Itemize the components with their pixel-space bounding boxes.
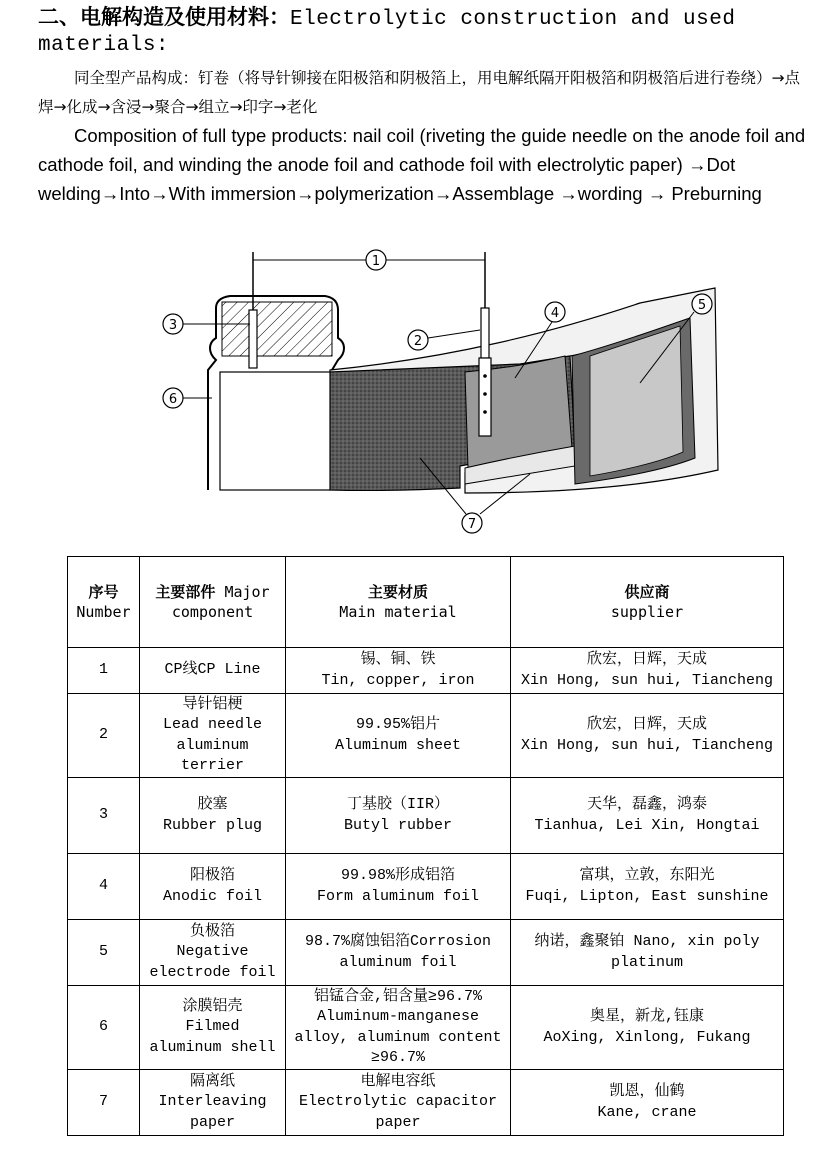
cell-supplier-line: platinum — [610, 953, 683, 971]
cell-material — [286, 920, 511, 986]
cell-component-line: 负极箔 — [189, 922, 235, 940]
cell-supplier — [511, 986, 784, 1070]
intro-paragraph-cn: 同全型产品构成：钉卷（将导针铆接在阳极箔和阴极箔上，用电解纸隔开阳极箔和阴极箔后进行卷绕）→点焊→化成→含浸→聚合→组立→印字→老化 — [38, 69, 800, 116]
cell-material-line: Aluminum sheet — [334, 736, 462, 754]
winding-foils — [330, 288, 718, 493]
cell-component-line: 涂膜铝壳 — [182, 997, 243, 1015]
header-supplier: 供应商 supplier — [511, 557, 784, 648]
cell-component-line: CP线CP Line — [164, 661, 261, 679]
cell-material-line: Form aluminum foil — [316, 887, 480, 905]
cell-component — [140, 920, 286, 986]
callout-6 — [163, 388, 212, 408]
header-material: 主要材质 Main material — [286, 557, 511, 648]
cell-material-line: paper — [375, 1113, 421, 1131]
cell-component-line: 胶塞 — [197, 796, 228, 813]
cell-component-line: terrier — [180, 757, 244, 774]
cell-material — [286, 986, 511, 1070]
cell-supplier-line: AoXing, Xinlong, Fukang — [543, 1028, 751, 1046]
cell-material-line: 电解电容纸 — [360, 1072, 436, 1090]
cell-material-line: 99.98%形成铝箔 — [340, 867, 455, 884]
cell-component-line: electrode foil — [149, 963, 276, 981]
cell-material — [286, 854, 511, 920]
cell-supplier-line: Xin Hong, sun hui, Tiancheng — [520, 671, 774, 689]
cell-number: 6 — [68, 986, 140, 1070]
cell-material-line: Tin, copper, iron — [321, 671, 475, 689]
header-component: 主要部件 Major component — [140, 557, 286, 648]
svg-text:2: 2 — [413, 334, 423, 349]
cell-component-line: Lead needle — [162, 716, 263, 733]
cell-supplier — [511, 854, 784, 920]
cell-supplier-line: 富琪，立敦，东阳光 — [579, 867, 715, 884]
cell-supplier — [511, 648, 784, 694]
cell-number: 1 — [68, 648, 140, 694]
cell-material-line: alloy, aluminum content — [294, 1028, 502, 1046]
cell-component-line: 阳极箔 — [189, 867, 235, 884]
table-row — [68, 1070, 784, 1136]
cell-component — [140, 648, 286, 694]
section-heading-en: Electrolytic construction and used materials: — [38, 8, 736, 57]
cell-supplier-line: 欣宏，日辉，天成 — [586, 716, 707, 733]
cell-supplier-line: 奥星，新龙,钰康 — [589, 1008, 704, 1025]
materials-table — [67, 556, 784, 1136]
cell-component-line: aluminum shell — [149, 1038, 276, 1056]
cell-component — [140, 778, 286, 854]
cell-component-line: Filmed — [185, 1018, 240, 1036]
cell-supplier — [511, 1070, 784, 1136]
svg-text:4: 4 — [550, 306, 560, 321]
cell-supplier-line: Fuqi, Lipton, East sunshine — [525, 887, 769, 905]
cell-supplier-line: 天华，磊鑫，鸿泰 — [586, 796, 707, 813]
cell-component — [140, 694, 286, 778]
cell-supplier-line: Kane, crane — [597, 1103, 697, 1121]
cell-supplier — [511, 778, 784, 854]
header-number: 序号 Number — [68, 557, 140, 648]
aluminum-shell — [208, 296, 344, 490]
cell-material-line: 锡、铜、铁 — [360, 651, 436, 668]
cell-material-line: Aluminum-manganese — [316, 1008, 480, 1025]
cell-component-line: Negative — [176, 943, 249, 961]
table-row — [68, 854, 784, 920]
cell-material-line: ≥96.7% — [370, 1049, 425, 1066]
section-heading — [38, 4, 798, 59]
cell-component-line: Interleaving — [158, 1093, 267, 1111]
table-row — [68, 920, 784, 986]
cell-material — [286, 694, 511, 778]
cell-component — [140, 854, 286, 920]
cell-material-line: 铝锰合金,铝含量≥96.7% — [313, 987, 482, 1005]
cell-number: 2 — [68, 694, 140, 778]
cell-material — [286, 1070, 511, 1136]
svg-text:7: 7 — [467, 517, 477, 532]
cell-material — [286, 648, 511, 694]
cell-supplier-line: 欣宏，日辉，天成 — [586, 651, 707, 668]
cell-supplier-line: 凯恩，仙鹤 — [609, 1083, 685, 1100]
intro-paragraph-en: Composition of full type products: nail coil (riveting the guide needle on the anode foil and cathode foil, and winding the anode foil and cathode foil with electrolytic paper) →Dot welding→Into→With immersion→polymerization→Assemblage →wording → Preburning — [38, 125, 806, 204]
cell-material-line: aluminum foil — [339, 953, 457, 971]
cell-supplier-line: Tianhua, Lei Xin, Hongtai — [534, 816, 760, 834]
cell-component — [140, 1070, 286, 1136]
callout-1 — [366, 250, 386, 270]
cell-supplier-line: 纳诺，鑫聚铂 Nano, xin poly — [534, 933, 760, 950]
cell-material-line: 99.95%铝片 — [355, 716, 440, 733]
callout-2 — [408, 330, 480, 350]
cell-component — [140, 986, 286, 1070]
cell-component-line: paper — [189, 1113, 235, 1131]
cell-component-line: Anodic foil — [162, 887, 263, 905]
svg-text:5: 5 — [697, 298, 707, 313]
svg-text:3: 3 — [168, 318, 178, 333]
cell-supplier — [511, 694, 784, 778]
cell-number: 7 — [68, 1070, 140, 1136]
cell-supplier-line: Xin Hong, sun hui, Tiancheng — [520, 736, 774, 754]
cell-supplier — [511, 920, 784, 986]
cell-component-line: 隔离纸 — [189, 1072, 235, 1090]
table-row — [68, 694, 784, 778]
svg-text:6: 6 — [168, 392, 178, 407]
cell-number: 3 — [68, 778, 140, 854]
capacitor-construction-diagram — [120, 238, 730, 540]
cell-material — [286, 778, 511, 854]
cell-material-line: 丁基胶（IIR） — [346, 796, 449, 813]
section-heading-cn: 二、电解构造及使用材料： — [38, 5, 290, 29]
cell-component-line: 导针铝梗 — [182, 695, 243, 713]
cell-material-line: 98.7%腐蚀铝箔Corrosion — [304, 933, 492, 950]
cell-material-line: Electrolytic capacitor — [298, 1093, 498, 1111]
table-header-row — [68, 557, 784, 648]
table-row — [68, 778, 784, 854]
svg-text:1: 1 — [371, 254, 381, 269]
cell-material-line: Butyl rubber — [343, 816, 453, 834]
table-row — [68, 648, 784, 694]
cell-component-line: Rubber plug — [162, 816, 263, 834]
cell-number: 4 — [68, 854, 140, 920]
cell-number: 5 — [68, 920, 140, 986]
cell-component-line: aluminum — [176, 736, 249, 754]
table-row — [68, 986, 784, 1070]
